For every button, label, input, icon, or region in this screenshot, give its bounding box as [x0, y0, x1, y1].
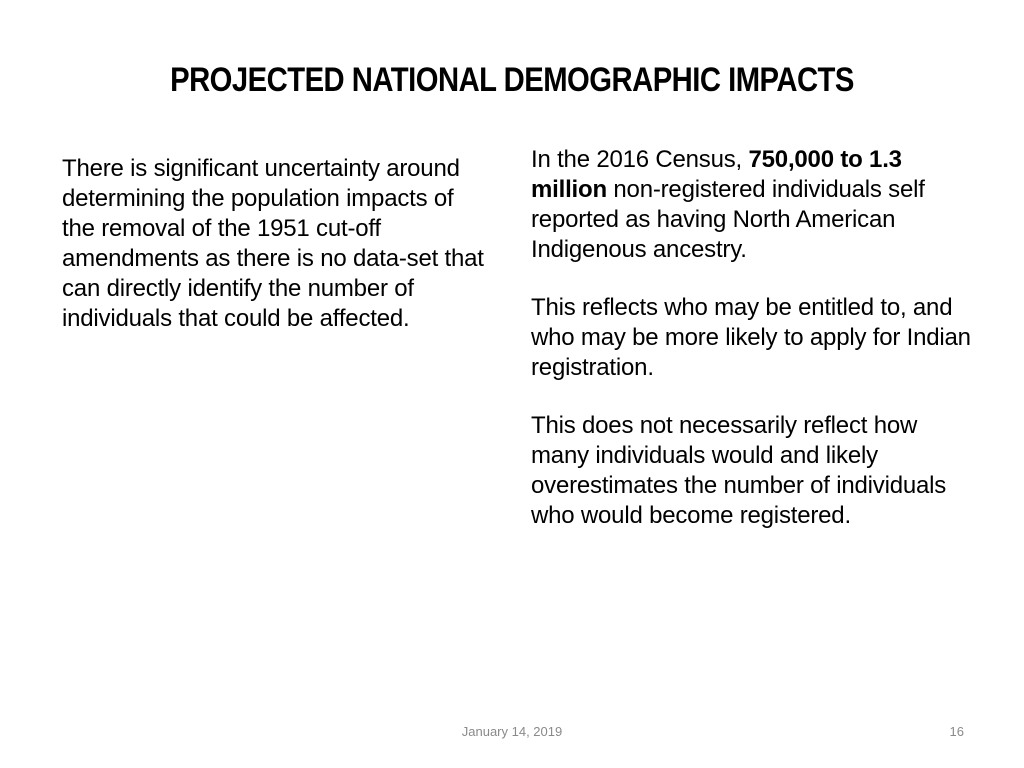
right-column — [531, 145, 981, 559]
right-paragraph-1 — [531, 145, 981, 265]
footer-date: January 14, 2019 — [461, 724, 563, 739]
right-paragraph-2: This reflects who may be entitled to, and who may be more likely to apply for Indian registration. — [531, 294, 971, 381]
page-number: 16 — [949, 724, 964, 739]
census-text-prefix: In the 2016 Census, — [531, 146, 749, 173]
left-paragraph: There is significant uncertainty around determining the population impacts of the removal of the 1951 cut-off amendments as there is no data-set that can directly identify the number of individuals that could be affected. — [62, 155, 484, 332]
census-figure: 750,000 to 1.3 million — [531, 146, 902, 203]
right-paragraph-3: This does not necessarily reflect how many individuals would and likely overestimates the number of individuals who would become registered. — [531, 412, 947, 529]
census-text-suffix: non-registered individuals self reported as having North American Indigenous ancestry. — [531, 176, 925, 263]
slide-title: PROJECTED NATIONAL DEMOGRAPHIC IMPACTS — [170, 61, 854, 99]
left-column — [62, 154, 492, 362]
